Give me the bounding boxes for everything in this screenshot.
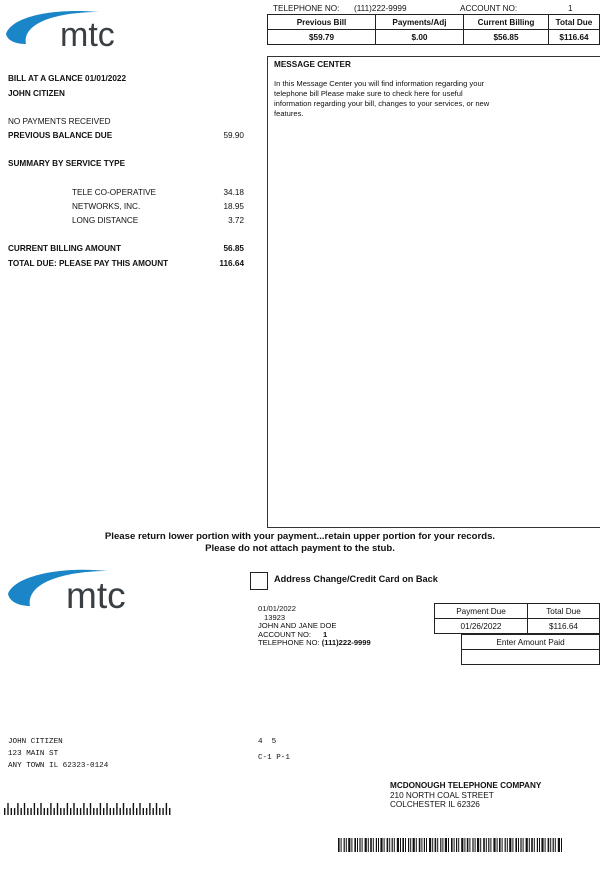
current-billing-label: CURRENT BILLING AMOUNT (8, 244, 121, 253)
barcode-bar (529, 838, 530, 852)
col-payments-adj: Payments/Adj (376, 15, 464, 30)
barcode-bar (442, 838, 443, 852)
stub-telephone-row (258, 639, 371, 648)
message-line: features. (274, 109, 304, 118)
barcode-bar (338, 838, 340, 852)
barcode-bar (429, 838, 431, 852)
barcode-bar (397, 838, 399, 852)
barcode-bar (14, 808, 15, 815)
barcode-bar (83, 803, 84, 815)
barcode-bar (416, 838, 417, 852)
barcode-bar (561, 838, 562, 852)
stub-telephone-value: (111)222-9999 (321, 638, 371, 648)
customer-name: JOHN CITIZEN (8, 89, 65, 98)
payment-due-table (434, 603, 600, 634)
logo-text: mtc (60, 16, 115, 52)
barcode-bar (477, 838, 479, 852)
barcode-bar (96, 808, 97, 815)
barcode-bar (100, 803, 101, 815)
barcode-bar (166, 803, 167, 815)
barcode-bar (426, 838, 427, 852)
barcode-bar (490, 838, 491, 852)
barcode-bar (534, 838, 535, 852)
barcode-bar (123, 803, 124, 815)
barcode-bar (354, 838, 356, 852)
stub-code: 13923 (264, 612, 286, 622)
barcode-bar (440, 838, 441, 852)
stub-total-due-label: Total Due (528, 604, 600, 619)
barcode-bar (113, 808, 114, 815)
logo-text: mtc (66, 575, 126, 614)
col-previous-bill: Previous Bill (268, 15, 376, 30)
barcode-bar (548, 838, 550, 852)
barcode-bar (526, 838, 528, 852)
return-notice-line2: Please do not attach payment to the stub. (205, 543, 395, 554)
barcode-bar (362, 838, 363, 852)
barcode-bar (454, 838, 455, 852)
barcode-bar (539, 838, 540, 852)
payment-due-value: 01/26/2022 (435, 619, 528, 634)
barcode-bar (464, 838, 465, 852)
message-line: telephone bill Please make sure to check here for useful (274, 89, 463, 98)
barcode-bar (159, 808, 160, 815)
stub-account-label: ACCOUNT NO: (258, 629, 312, 639)
stub-account-value: 1 (323, 629, 328, 639)
barcode-bar (341, 838, 342, 852)
barcode-bar (389, 838, 390, 852)
barcode-bar (37, 808, 38, 815)
prev-balance-label: PREVIOUS BALANCE DUE (8, 131, 113, 140)
barcode-bar (90, 803, 91, 815)
barcode-bar (44, 808, 45, 815)
barcode-bar (146, 808, 147, 815)
postal-barcode (4, 802, 174, 816)
telephone-value: (111)222-9999 (354, 4, 407, 13)
barcode-bar (67, 803, 68, 815)
barcode-bar (87, 808, 88, 815)
barcode-bar (486, 838, 487, 852)
service-name: LONG DISTANCE (72, 216, 139, 225)
barcode-bar (394, 838, 395, 852)
val-payments-adj: $.00 (376, 30, 464, 45)
barcode-bar (497, 838, 498, 852)
barcode-bar (4, 808, 5, 815)
barcode-bar (451, 838, 453, 852)
barcode-bar (545, 838, 546, 852)
barcode-bar (523, 838, 524, 852)
barcode-bar (509, 838, 511, 852)
barcode-bar (437, 838, 438, 852)
barcode-bar (50, 803, 51, 815)
remit-address (390, 781, 541, 810)
barcode-bar (502, 838, 503, 852)
barcode-bar (370, 838, 372, 852)
barcode-bar (419, 838, 421, 852)
barcode-bar (60, 808, 61, 815)
message-center-box (267, 56, 600, 528)
amount-paid-input[interactable] (462, 650, 600, 665)
account-label: ACCOUNT NO: (460, 4, 518, 13)
barcode-bar (27, 808, 28, 815)
payment-due-label: Payment Due (435, 604, 528, 619)
remit-company: MCDONOUGH TELEPHONE COMPANY (390, 781, 542, 790)
service-amount: 18.95 (223, 202, 244, 211)
stub-account-info (258, 605, 371, 648)
barcode-bar (153, 808, 154, 815)
remit-city: COLCHESTER IL 62326 (390, 800, 480, 810)
barcode-bar (136, 808, 137, 815)
barcode-bar (376, 838, 377, 852)
barcode-bar (384, 838, 385, 852)
enter-amount-label: Enter Amount Paid (462, 635, 600, 650)
barcode-bar (553, 838, 554, 852)
barcode-bar (413, 838, 415, 852)
barcode-bar (461, 838, 463, 852)
stub-telephone-label: TELEPHONE NO: (258, 638, 320, 648)
barcode-bar (421, 838, 422, 852)
barcode-bar (156, 803, 157, 815)
barcode-bar (77, 808, 78, 815)
prev-balance-value: 59.90 (223, 131, 244, 140)
message-center-title: MESSAGE CENTER (274, 60, 351, 69)
return-notice-line1: Please return lower portion with your payment...retain upper portion for your records. (104, 531, 496, 542)
stub-logo (6, 562, 136, 614)
barcode-bar (537, 838, 538, 852)
amount-paid-box (461, 634, 600, 665)
barcode-bar (458, 838, 459, 852)
barcode-bar (351, 838, 352, 852)
barcode-bar (30, 808, 31, 815)
val-total-due: $116.64 (549, 30, 600, 45)
barcode-bar (21, 808, 22, 815)
val-previous-bill: $59.79 (268, 30, 376, 45)
total-due-label: TOTAL DUE: PLEASE PAY THIS AMOUNT (8, 259, 169, 268)
address-change-label: Address Change/Credit Card on Back (274, 574, 438, 584)
service-amount: 34.18 (223, 188, 244, 197)
current-billing-value: 56.85 (223, 244, 244, 253)
barcode-bar (435, 838, 437, 852)
barcode-bar (368, 838, 369, 852)
barcode-bar (357, 838, 358, 852)
barcode-bar (387, 838, 389, 852)
col-current-billing: Current Billing (464, 15, 549, 30)
barcode-bar (380, 838, 382, 852)
stub-total-due-value: $116.64 (528, 619, 600, 634)
barcode-bar (126, 808, 127, 815)
barcode-bar (344, 838, 345, 852)
message-line: In this Message Center you will find information regarding your (274, 79, 485, 88)
barcode-bar (480, 838, 481, 852)
barcode-bar (432, 838, 433, 852)
barcode-bar (373, 838, 374, 852)
barcode-bar (499, 838, 501, 852)
barcode-bar (467, 838, 469, 852)
mailing-carrier: C-1 P-1 (258, 754, 290, 762)
barcode-bar (400, 838, 401, 852)
barcode-bar (143, 808, 144, 815)
barcode-bar (149, 803, 150, 815)
barcode-bar (512, 838, 513, 852)
mailing-street: 123 MAIN ST (8, 750, 59, 758)
barcode-bar (57, 803, 58, 815)
billing-summary-table (267, 14, 600, 45)
barcode-bar (472, 838, 473, 852)
barcode-bar (448, 838, 449, 852)
barcode-bar (518, 838, 519, 852)
account-value: 1 (568, 4, 573, 13)
stub-date: 01/01/2022 (258, 604, 297, 613)
barcode-bar (550, 838, 551, 852)
barcode-bar (359, 838, 360, 852)
mailing-address (8, 736, 108, 772)
barcode-bar (410, 838, 411, 852)
telephone-label: TELEPHONE NO: (273, 4, 340, 13)
barcode-bar (515, 838, 517, 852)
service-name: TELE CO-OPERATIVE (72, 188, 157, 197)
barcode-bar (555, 838, 556, 852)
barcode-bar (378, 838, 379, 852)
barcode-bar (70, 808, 71, 815)
barcode-bar (24, 803, 25, 815)
barcode-bar (488, 838, 489, 852)
message-line: information regarding your bill, changes to your services, or new (274, 99, 490, 108)
barcode-bar (133, 803, 134, 815)
barcode-bar (507, 838, 508, 852)
mailing-name: JOHN CITIZEN (8, 738, 63, 746)
barcode-bar (120, 808, 121, 815)
barcode-bar (63, 808, 64, 815)
barcode-bar (110, 808, 111, 815)
barcode-bar (73, 803, 74, 815)
barcode-bar (402, 838, 404, 852)
payment-barcode (338, 838, 564, 852)
barcode-bar (40, 803, 41, 815)
col-total-due: Total Due (549, 15, 600, 30)
barcode-bar (17, 803, 18, 815)
barcode-bar (475, 838, 476, 852)
barcode-bar (469, 838, 470, 852)
barcode-bar (531, 838, 533, 852)
remit-street: 210 NORTH COAL STREET (390, 790, 494, 800)
barcode-bar (483, 838, 485, 852)
barcode-bar (116, 803, 117, 815)
barcode-bar (346, 838, 347, 852)
no-payments-text: NO PAYMENTS RECEIVED (8, 117, 111, 126)
barcode-bar (408, 838, 409, 852)
barcode-bar (169, 808, 170, 815)
barcode-bar (93, 808, 94, 815)
total-due-value: 116.64 (219, 259, 244, 268)
summary-title: SUMMARY BY SERVICE TYPE (8, 159, 126, 168)
barcode-bar (558, 838, 560, 852)
barcode-bar (80, 808, 81, 815)
barcode-bar (139, 803, 140, 815)
val-current-billing: $56.85 (464, 30, 549, 45)
service-amount: 3.72 (228, 216, 244, 225)
glance-title: BILL AT A GLANCE 01/01/2022 (8, 74, 126, 83)
service-name: NETWORKS, INC. (72, 202, 141, 211)
mailing-city: ANY TOWN IL 62323-0124 (8, 762, 109, 770)
barcode-bar (129, 808, 130, 815)
barcode-bar (424, 838, 425, 852)
barcode-bar (520, 838, 521, 852)
barcode-bar (106, 803, 107, 815)
barcode-bar (103, 808, 104, 815)
barcode-bar (7, 803, 8, 815)
message-center-body (274, 79, 489, 119)
barcode-bar (392, 838, 393, 852)
barcode-bar (54, 808, 55, 815)
barcode-bar (456, 838, 457, 852)
stub-names: JOHN AND JANE DOE (258, 621, 337, 631)
barcode-bar (505, 838, 506, 852)
barcode-bar (541, 838, 543, 852)
barcode-bar (493, 838, 495, 852)
barcode-bar (365, 838, 367, 852)
barcode-bar (47, 808, 48, 815)
barcode-bar (405, 838, 406, 852)
barcode-bar (445, 838, 447, 852)
mailing-seq: 4 5 (258, 738, 277, 746)
barcode-bar (11, 808, 12, 815)
barcode-bar (34, 803, 35, 815)
company-logo (4, 4, 124, 52)
barcode-bar (348, 838, 350, 852)
address-change-checkbox[interactable] (250, 572, 268, 590)
barcode-bar (162, 808, 163, 815)
